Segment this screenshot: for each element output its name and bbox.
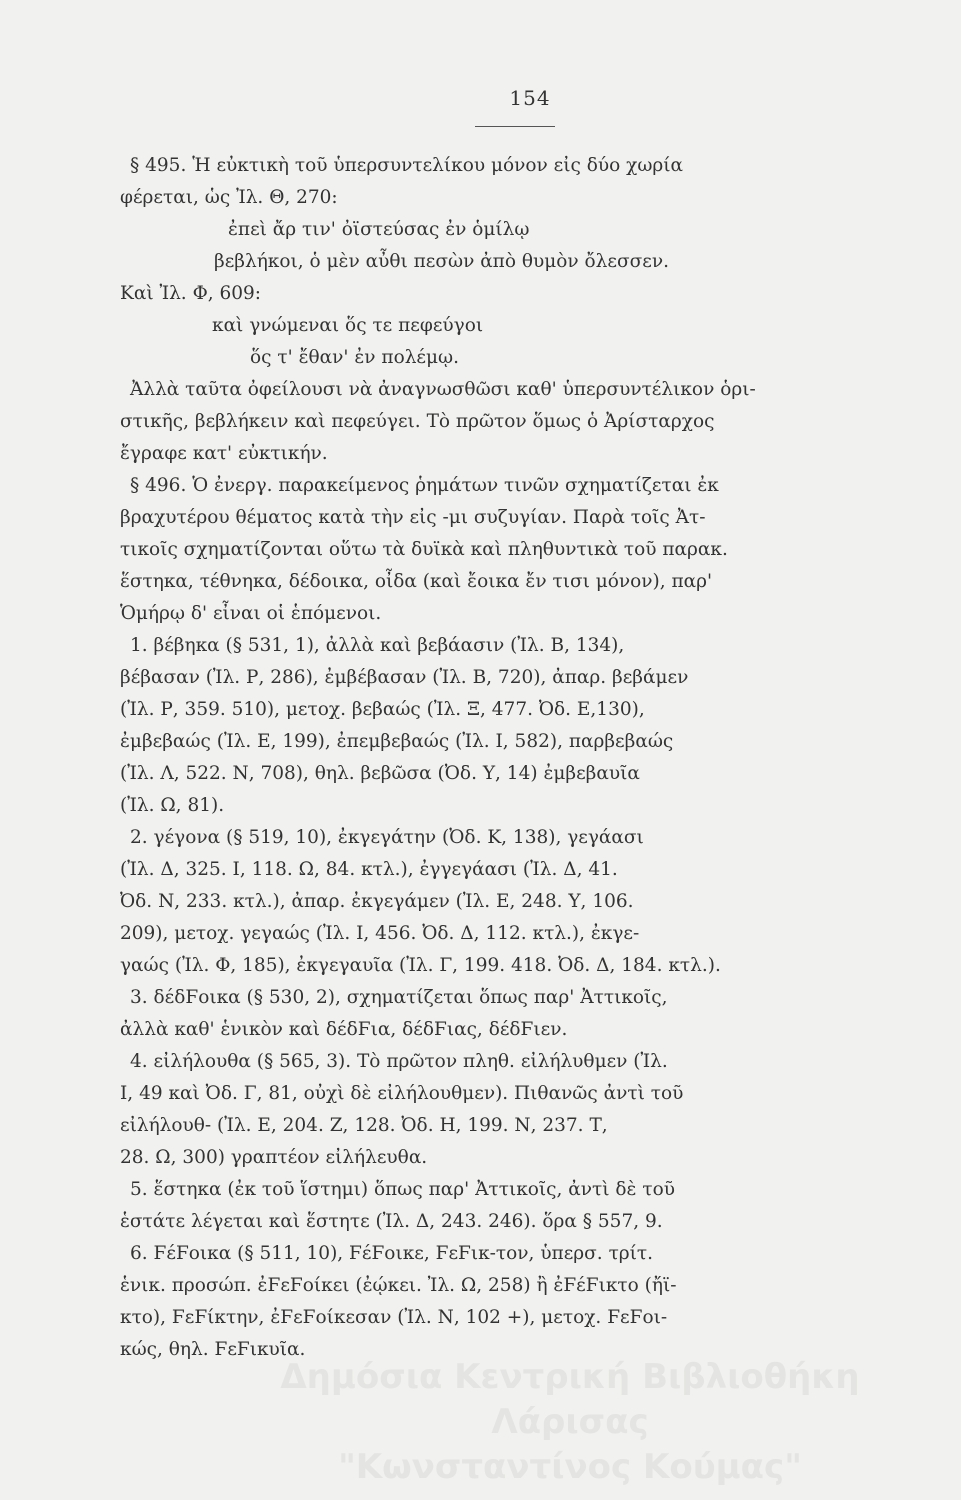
text-line: § 496. Ὁ ἐνεργ. παρακείμενος ῥημάτων τινῶν σχηματίζεται ἐκ — [130, 475, 719, 496]
page-number: 154 — [509, 86, 551, 110]
text-line: 28. Ω, 300) γραπτέον εἰλήλευθα. — [120, 1147, 428, 1168]
text-line: στικῆς, βεβλήκειν καὶ πεφεύγει. Τὸ πρῶτον ὅμως ὁ Ἀρίσταρχος — [120, 411, 715, 432]
text-line: τικοῖς σχηματίζονται οὕτω τὰ δυϊκὰ καὶ πληθυντικὰ τοῦ παρακ. — [120, 539, 728, 560]
text-line: 1. βέβηκα (§ 531, 1), ἀλλὰ καὶ βεβάασιν (Ἰλ. Β, 134), — [130, 635, 625, 656]
text-line: 209), μετοχ. γεγαώς (Ἰλ. Ι, 456. Ὀδ. Δ, 112. κτλ.), ἐκγε- — [120, 923, 640, 944]
text-line: 2. γέγονα (§ 519, 10), ἐκγεγάτην (Ὀδ. Κ, 138), γεγάασι — [130, 827, 644, 848]
text-line: (Ἰλ. Ω, 81). — [120, 795, 225, 816]
text-line: ἀλλὰ καθ' ἑνικὸν καὶ δέδϜια, δέδϜιας, δέδϜιεν. — [120, 1019, 568, 1040]
text-line: 6. ϜέϜοικα (§ 511, 10), ϜέϜοικε, ϜεϜικ-τον, ὑπερσ. τρίτ. — [130, 1243, 654, 1264]
text-line: γαώς (Ἰλ. Φ, 185), ἐκγεγαυῖα (Ἰλ. Γ, 199. 418. Ὀδ. Δ, 184. κτλ.). — [120, 955, 721, 976]
text-line: 3. δέδϜοικα (§ 530, 2), σχηματίζεται ὅπως παρ' Ἀττικοῖς, — [130, 987, 668, 1008]
text-line: Ὁμήρῳ δ' εἶναι οἱ ἑπόμενοι. — [120, 603, 382, 624]
watermark-line: "Κωνσταντίνος Κούμας" — [338, 1447, 802, 1487]
text-line: (Ἰλ. Ρ, 359. 510), μετοχ. βεβαώς (Ἰλ. Ξ, 477. Ὀδ. Ε,130), — [120, 699, 645, 720]
text-line: βέβασαν (Ἰλ. Ρ, 286), ἐμβέβασαν (Ἰλ. Β, 720), ἀπαρ. βεβάμεν — [120, 667, 689, 688]
verse-line: καὶ γνώμεναι ὅς τε πεφεύγοι — [212, 315, 484, 336]
text-line: κτο), ϜεϜίκτην, ἐϜεϜοίκεσαν (Ἰλ. Ν, 102 +), μετοχ. ϜεϜοι- — [120, 1307, 668, 1328]
body-text — [120, 150, 880, 1366]
text-line: ἕστηκα, τέθνηκα, δέδοικα, οἶδα (καὶ ἔοικα ἔν τισι μόνον), παρ' — [120, 571, 713, 592]
text-line: (Ἰλ. Δ, 325. Ι, 118. Ω, 84. κτλ.), ἐγγεγάασι (Ἰλ. Δ, 41. — [120, 859, 618, 880]
text-line: 4. εἰλήλουθα (§ 565, 3). Τὸ πρῶτον πληθ. εἰλήλυθμεν (Ἰλ. — [130, 1051, 668, 1072]
header-rule — [475, 126, 555, 127]
library-watermark — [210, 1355, 930, 1490]
text-line: κώς, θηλ. ϜεϜικυῖα. — [120, 1339, 306, 1360]
text-line: ἑνικ. προσώπ. ἐϜεϜοίκει (ἐῴκει. Ἰλ. Ω, 258) ἢ ἐϜέϜικτο (ἤϊ- — [120, 1275, 677, 1296]
text-line: ἔγραφε κατ' εὐκτικήν. — [120, 443, 328, 464]
watermark-line: Δημόσια Κεντρική Βιβλιοθήκη Λάρισας — [280, 1357, 860, 1442]
text-line: Ι, 49 καὶ Ὀδ. Γ, 81, οὐχὶ δὲ εἰλήλουθμεν). Πιθανῶς ἀντὶ τοῦ — [120, 1083, 684, 1104]
text-line: Ὀδ. Ν, 233. κτλ.), ἀπαρ. ἐκγεγάμεν (Ἰλ. Ε, 248. Υ, 106. — [120, 891, 634, 912]
verse-line: ὅς τ' ἔθαν' ἐν πολέμῳ. — [250, 347, 460, 368]
text-line: 5. ἕστηκα (ἐκ τοῦ ἵστημι) ὅπως παρ' Ἀττικοῖς, ἀντὶ δὲ τοῦ — [130, 1179, 675, 1200]
text-line: § 495. Ἡ εὐκτικὴ τοῦ ὑπερσυντελίκου μόνον εἰς δύο χωρία — [130, 155, 684, 176]
text-line: Καὶ Ἰλ. Φ, 609: — [120, 283, 262, 304]
verse-line: ἐπεὶ ἄρ τιν' ὀϊστεύσας ἐν ὁμίλῳ — [228, 219, 530, 240]
text-line: Ἀλλὰ ταῦτα ὀφείλουσι νὰ ἀναγνωσθῶσι καθ' ὑπερσυντέλικον ὁρι- — [130, 379, 756, 400]
text-line: (Ἰλ. Λ, 522. Ν, 708), θηλ. βεβῶσα (Ὀδ. Υ, 14) ἐμβεβαυῖα — [120, 763, 640, 784]
text-line: εἰλήλουθ- (Ἰλ. Ε, 204. Ζ, 128. Ὀδ. Η, 199. Ν, 237. Τ, — [120, 1115, 608, 1136]
text-line: βραχυτέρου θέματος κατὰ τὴν εἰς -μι συζυγίαν. Παρὰ τοῖς Ἀτ- — [120, 507, 706, 528]
text-line: ἐμβεβαώς (Ἰλ. Ε, 199), ἐπεμβεβαώς (Ἰλ. Ι, 582), παρβεβαώς — [120, 731, 674, 752]
text-line: ἑστάτε λέγεται καὶ ἕστητε (Ἰλ. Δ, 243. 246). ὅρα § 557, 9. — [120, 1211, 663, 1232]
verse-line: βεβλήκοι, ὁ μὲν αὖθι πεσὼν ἀπὸ θυμὸν ὄλεσσεν. — [214, 251, 669, 272]
text-line: φέρεται, ὡς Ἰλ. Θ, 270: — [120, 187, 338, 208]
